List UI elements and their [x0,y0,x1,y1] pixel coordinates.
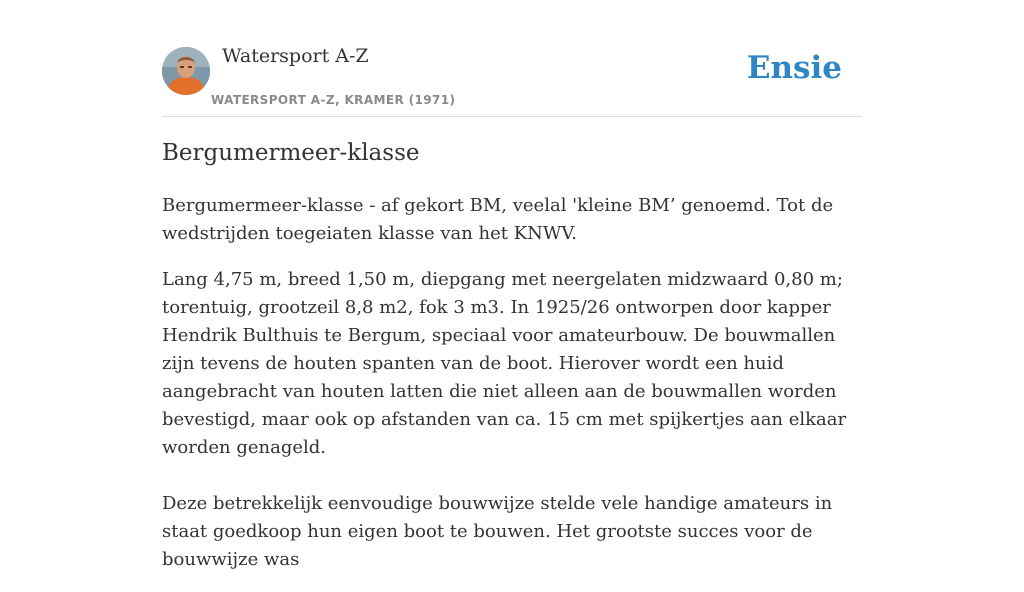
dictionary-title[interactable]: Watersport A-Z [222,45,369,67]
entry-page [162,0,862,570]
entry-paragraph: Lang 4,75 m, breed 1,50 m, diepgang met neergelaten midzwaard 0,80 m; torentuig, grootzeil 8,8 m2, fok 3 m3. In 1925/26 ontworpen door kapper Hendrik Bulthuis te Bergum, speciaal voor amateurbouw. De bouwmallen zijn tevens de houten spanten van de boot. Hierover wordt een huid aangebracht van houten latten die niet alleen aan de bouwmallen worden bevestigd, maar ook op afstanden van ca. 15 cm met spijkertjes aan elkaar worden genageld. [162,269,847,458]
entry-paragraph: Bergumermeer-klasse - af gekort BM, veelal 'kleine BM’ genoemd. Tot de wedstrijden toegeiaten klasse van het KNWV. [162,195,834,244]
entry-paragraph: Deze betrekkelijk eenvoudige bouwwijze stelde vele handige amateurs in staat goedkoop hun eigen boot te bouwen. Het grootste succes voor de bouwwijze was [162,493,833,570]
person-photo-avatar-icon [162,47,210,95]
dictionary-source: WATERSPORT A-Z, KRAMER (1971) [211,93,456,107]
entry-title: Bergumermeer-klasse [162,140,420,166]
ensie-logo[interactable]: Ensie [746,50,842,86]
avatar[interactable] [162,47,210,95]
dictionary-header [162,0,862,117]
entry-content [162,192,862,592]
